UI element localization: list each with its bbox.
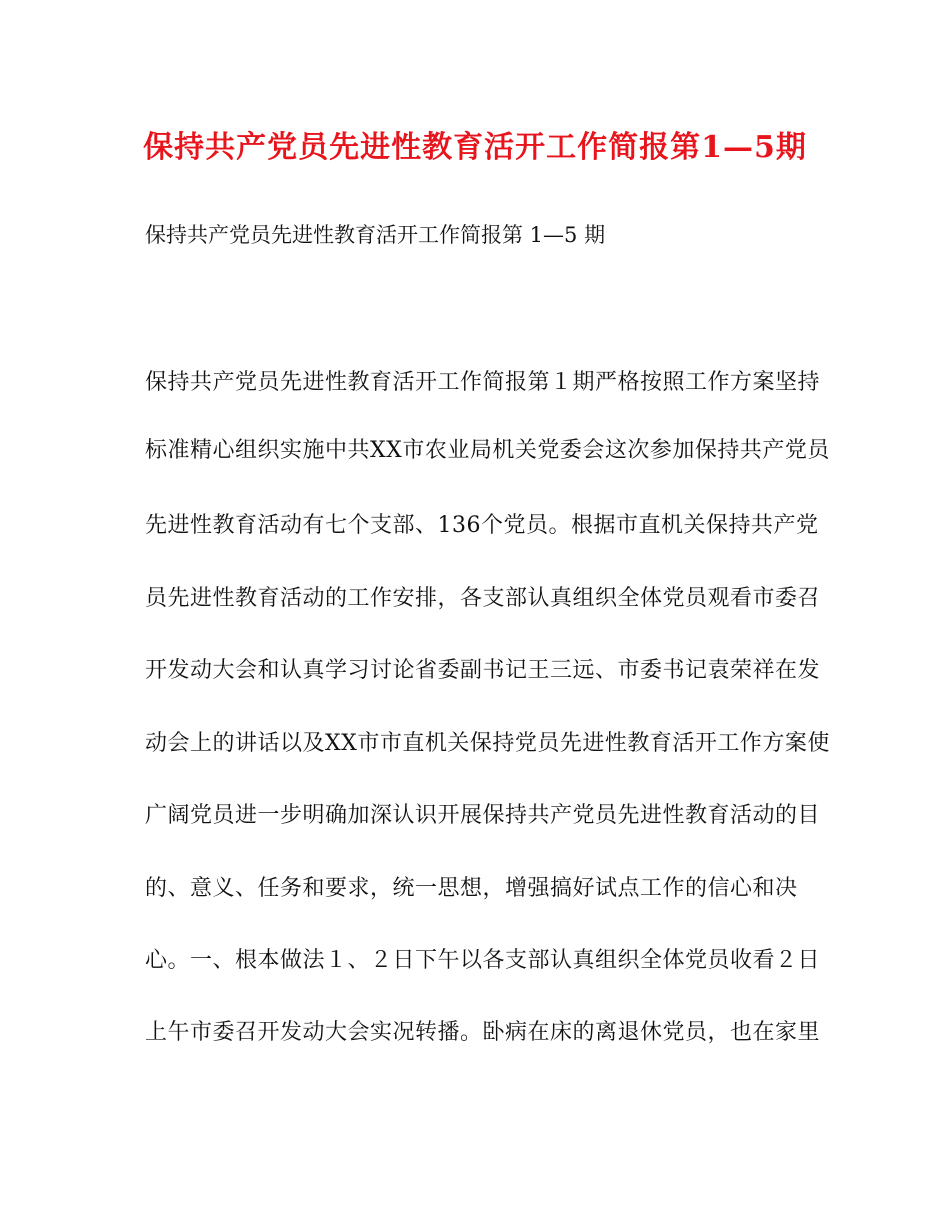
body-line-10: 上午市委召开发动大会实况转播。卧病在床的离退休党员，也在家里 [145, 1020, 821, 1045]
document-title: 保持共产党员先进性教育活开工作简报第1—5期 [143, 130, 807, 165]
body-line-1: 保持共产党员先进性教育活开工作简报第１期严格按照工作方案坚持 [145, 370, 821, 395]
body-line-5: 开发动大会和认真学习讨论省委副书记王三远、市委书记袁荣祥在发 [145, 658, 821, 683]
body-line-8: 的、意义、任务和要求，统一思想，增强搞好试点工作的信心和决 [145, 876, 798, 901]
document-subtitle: 保持共产党员先进性教育活开工作简报第 1—5 期 [145, 223, 606, 247]
body-line-9: 心。一、根本做法１、２日下午以各支部认真组织全体党员收看２日 [145, 948, 821, 973]
body-line-6: 动会上的讲话以及XX市市直机关保持党员先进性教育活开工作方案使 [145, 731, 830, 756]
body-line-2: 标准精心组织实施中共XX市农业局机关党委会这次参加保持共产党员 [145, 438, 830, 463]
body-line-7: 广阔党员进一步明确加深认识开展保持共产党员先进性教育活动的目 [145, 803, 821, 828]
body-line-4: 员先进性教育活动的工作安排，各支部认真组织全体党员观看市委召 [145, 586, 821, 611]
body-line-3: 先进性教育活动有七个支部、136个党员。根据市直机关保持共产党 [145, 513, 819, 538]
